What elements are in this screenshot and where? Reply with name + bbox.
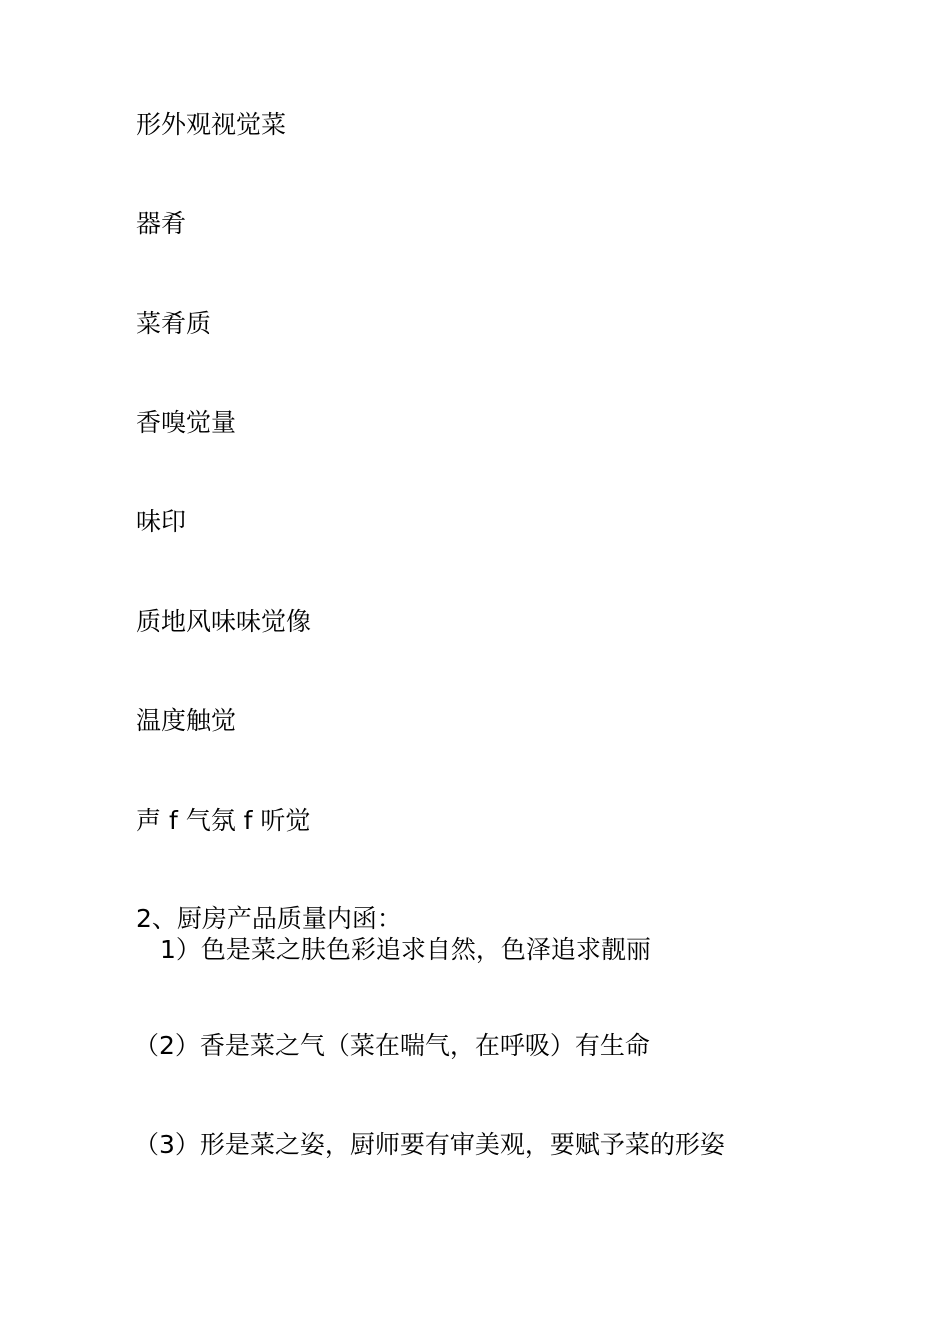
text-line: 菜肴质: [136, 309, 212, 338]
text-line: 味印: [136, 507, 187, 536]
text-line: 声 f 气氛 f 听觉: [136, 806, 311, 835]
text-line: 温度触觉: [136, 706, 237, 735]
text-line: 质地风味味觉像: [136, 607, 312, 636]
text-line: 形外观视觉菜: [136, 110, 287, 139]
text-line: 器肴: [136, 209, 187, 238]
section-heading: 2、厨房产品质量内函：: [136, 904, 402, 933]
list-item: （3）形是菜之姿，厨师要有审美观，要赋予菜的形姿: [134, 1130, 725, 1159]
list-item: 1）色是菜之肤色彩追求自然，色泽追求靓丽: [160, 935, 651, 964]
list-item: （2）香是菜之气（菜在喘气，在呼吸）有生命: [134, 1031, 650, 1060]
text-line: 香嗅觉量: [136, 408, 237, 437]
